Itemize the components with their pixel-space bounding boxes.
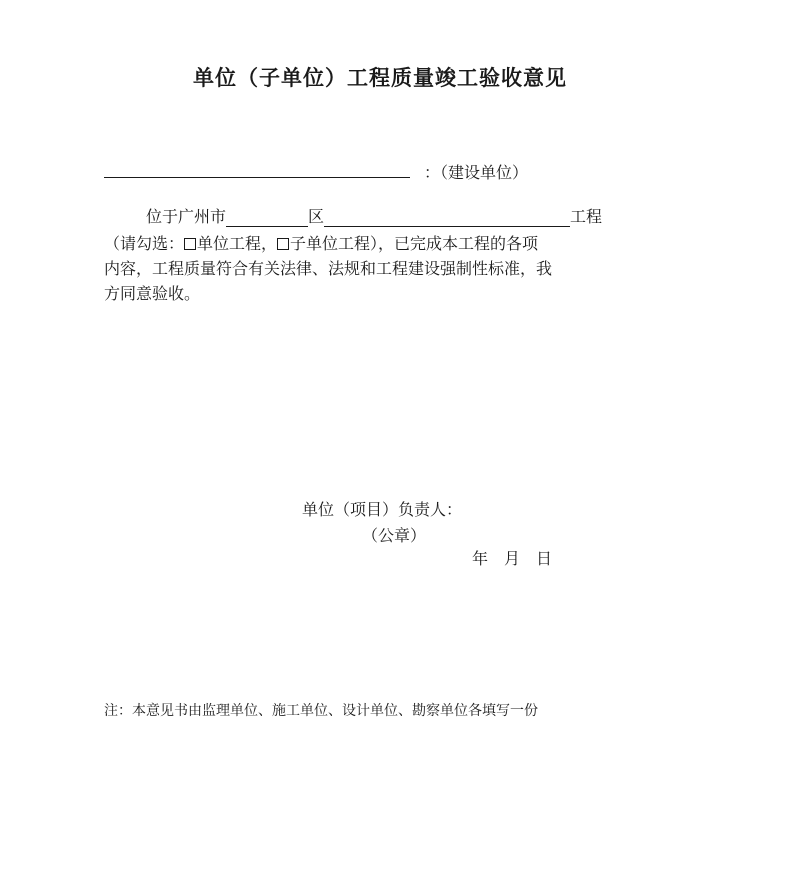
project-suffix: 工程 xyxy=(570,207,603,226)
month-label: 月 xyxy=(504,549,521,568)
footnote: 注：本意见书由监理单位、施工单位、设计单位、勘察单位各填写一份 xyxy=(104,703,538,719)
district-label: 区 xyxy=(308,207,325,226)
official-seal-label: （公章） xyxy=(362,526,427,545)
day-label: 日 xyxy=(536,549,553,568)
select-hint: （请勾选： xyxy=(104,234,185,253)
project-type-line xyxy=(104,234,538,254)
district-blank[interactable] xyxy=(226,208,308,227)
addressee-label: ：（建设单位） xyxy=(424,163,529,182)
subunit-project-checkbox[interactable] xyxy=(277,238,289,250)
page-title: 单位（子单位）工程质量竣工验收意见 xyxy=(193,65,567,90)
unit-project-label: 单位工程， xyxy=(197,234,278,253)
completion-text: ，已完成本工程的各项 xyxy=(378,234,539,253)
approval-text: 方同意验收。 xyxy=(104,284,201,303)
compliance-text: 内容，工程质量符合有关法律、法规和工程建设强制性标准，我 xyxy=(104,259,553,278)
responsible-person-label: 单位（项目）负责人： xyxy=(302,500,463,519)
project-name-blank[interactable] xyxy=(324,208,570,227)
year-label: 年 xyxy=(472,549,489,568)
location-prefix: 位于广州市 xyxy=(146,207,227,226)
unit-project-checkbox[interactable] xyxy=(184,238,196,250)
addressee-blank[interactable] xyxy=(104,177,410,178)
subunit-project-label: 子单位工程） xyxy=(290,234,379,253)
date-line xyxy=(472,546,552,569)
location-line xyxy=(146,207,602,227)
